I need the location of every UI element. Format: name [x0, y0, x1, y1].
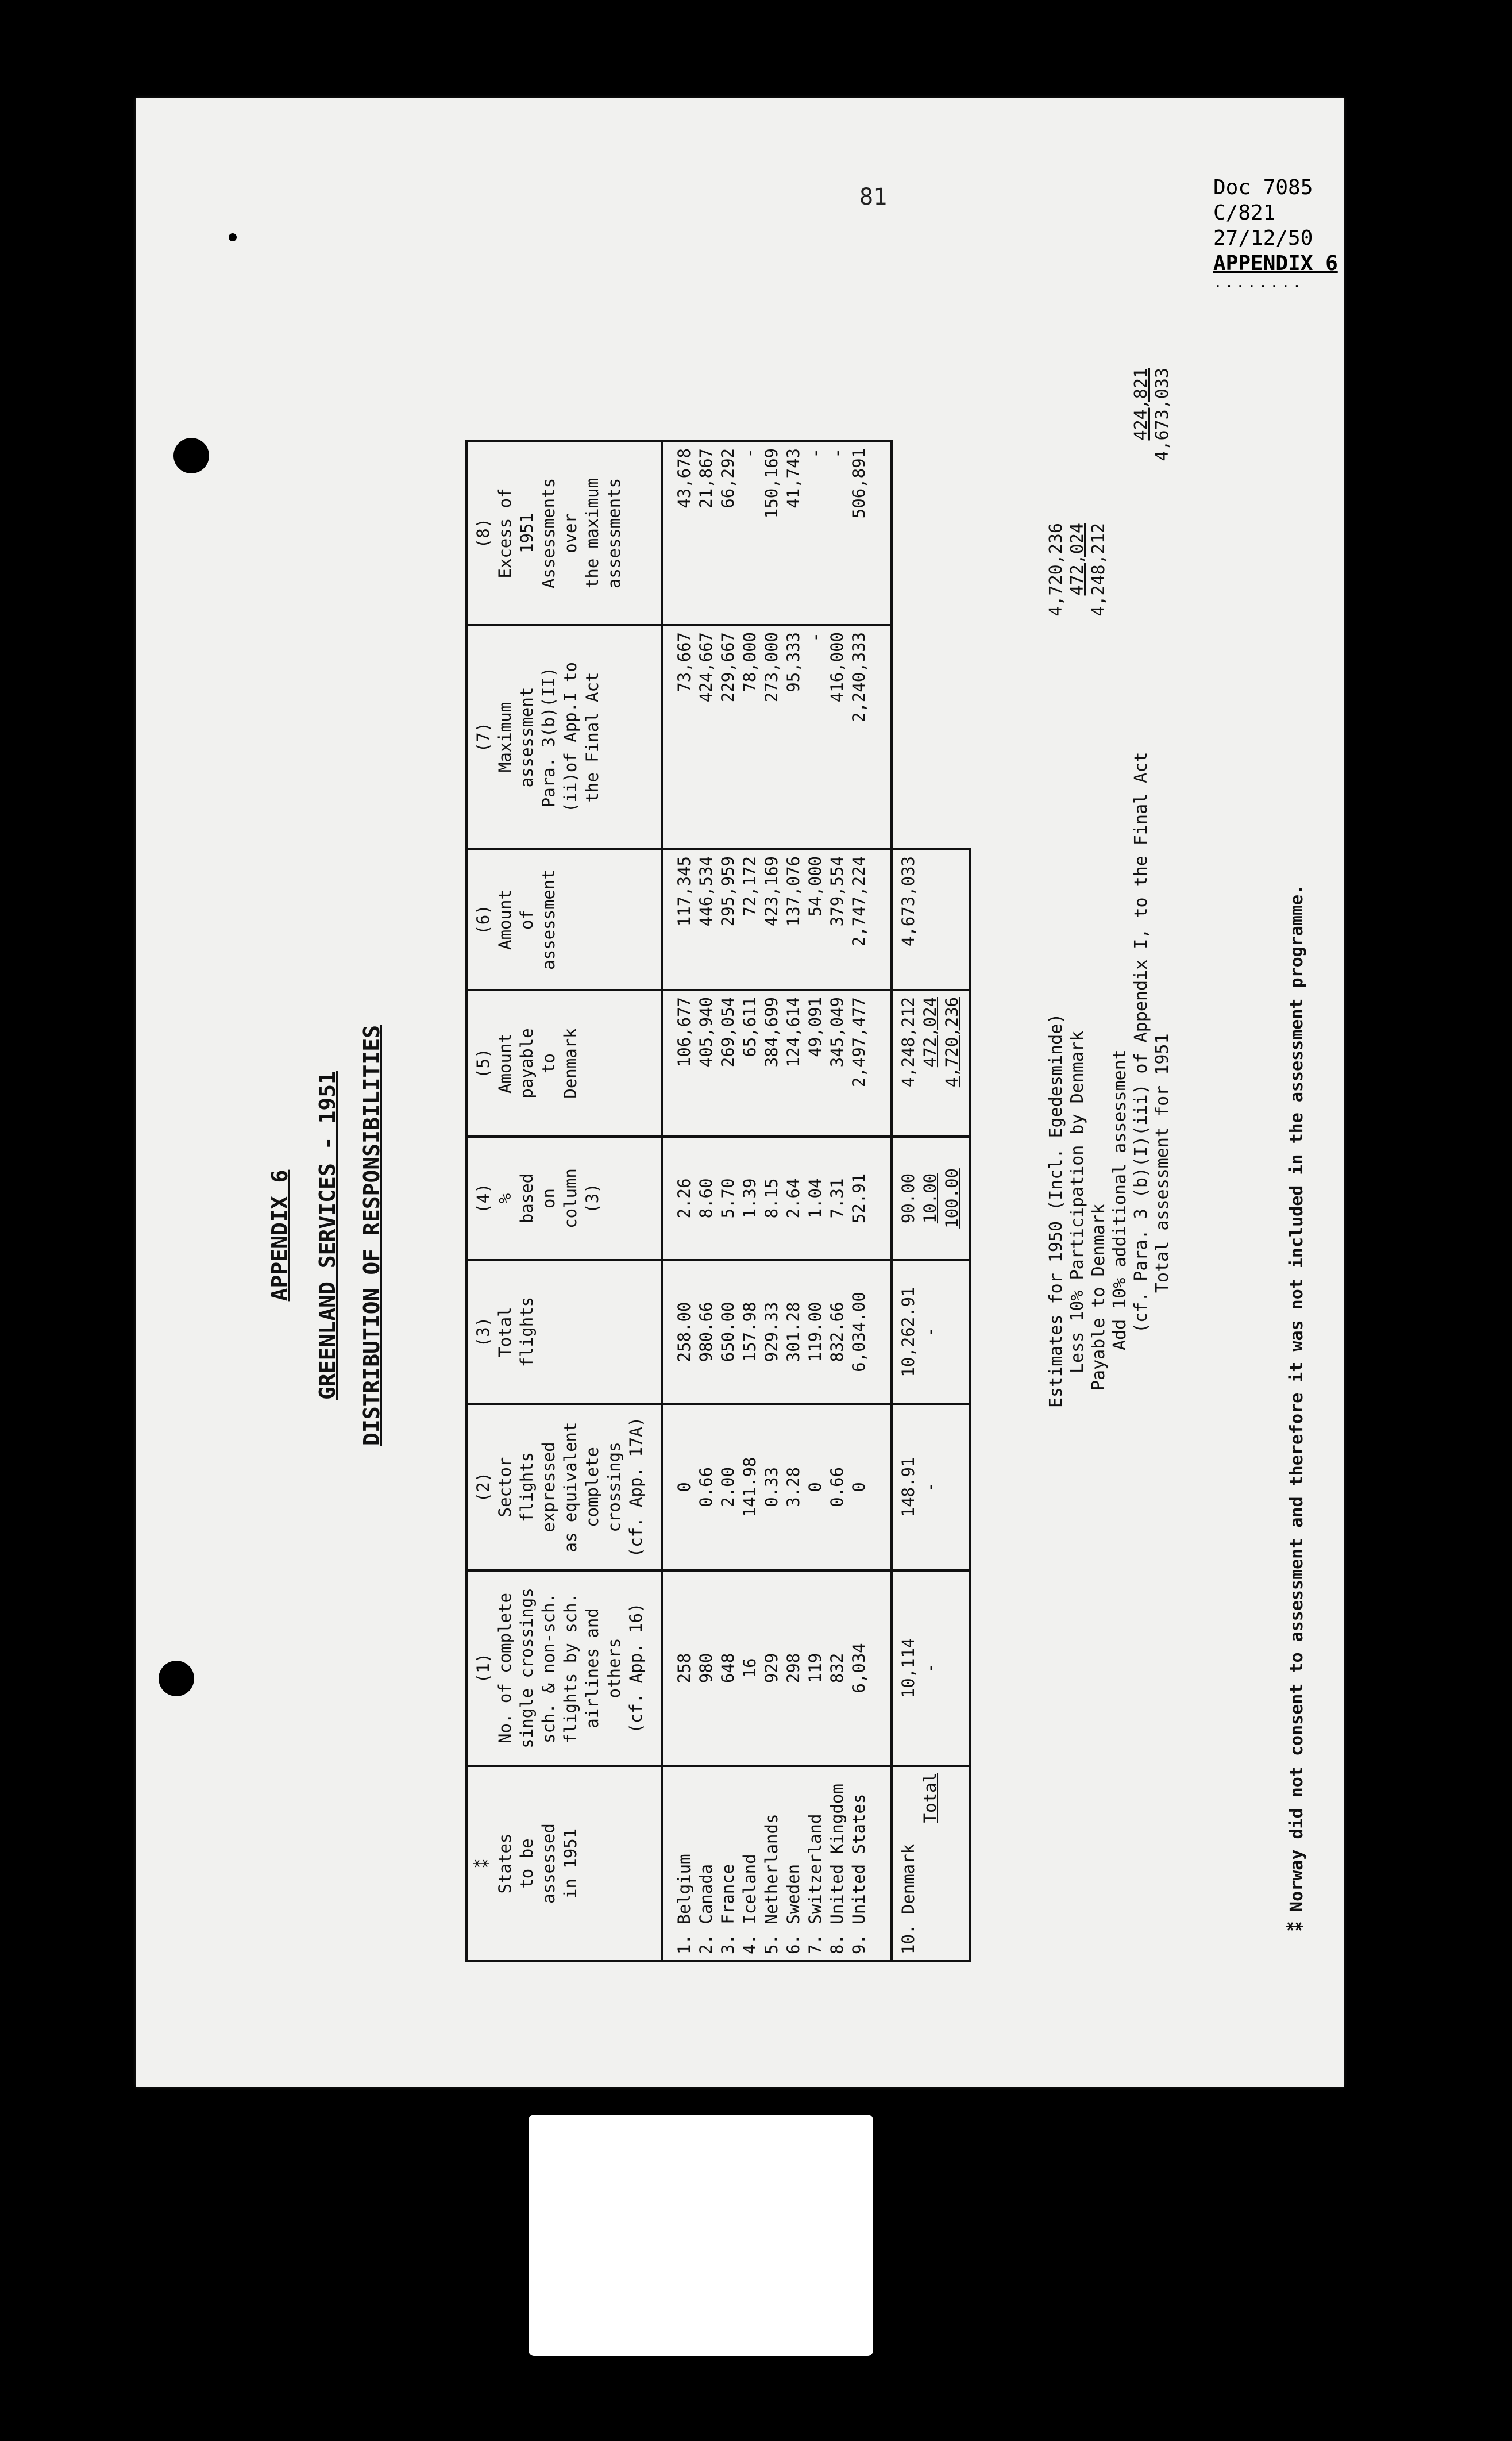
summary-amount: 472,024 [1067, 523, 1087, 596]
appendix-title: APPENDIX 6 [267, 1169, 292, 1302]
doc-date: 27/12/50 [1213, 226, 1313, 250]
percent-denmark: 10.00 [920, 1173, 940, 1224]
responsibilities-table [465, 440, 971, 1962]
table-header-row [466, 441, 662, 1961]
payable-subtotal: 4,248,212 [898, 997, 918, 1088]
column-header: (3) Total flights [466, 1260, 662, 1404]
assessment-list: 117,345 446,534 295,959 72,172 423,169 137,076 54,000 379,554 2,747,224 [662, 849, 892, 990]
total-percent [892, 1137, 970, 1260]
footnote: ⁑ Norway did not consent to assessment and therefore it was not included in the assessment programme. [1287, 884, 1307, 1931]
column-header: (6) Amount of assessment [466, 849, 662, 990]
ink-dot [229, 233, 237, 241]
page-number: 81 [859, 184, 888, 210]
doc-number: Doc 7085 [1213, 176, 1313, 199]
scan-label-card [529, 2115, 873, 2356]
rotated-content [218, 264, 1344, 1988]
column-header: ⁑ States to be assessed in 1951 [466, 1766, 662, 1961]
total-label: Total [920, 1773, 940, 1823]
denmark-label: 10. Denmark [898, 1843, 918, 1954]
crossings-list: 258 980 648 16 929 298 119 832 6,034 [662, 1570, 892, 1766]
punch-hole [159, 1661, 194, 1696]
totals-row [892, 441, 970, 1961]
column-header: (5) Amount payable to Denmark [466, 990, 662, 1137]
column-header: (2) Sector flights expressed as equivalent complete crossings (cf. App. 17A) [466, 1404, 662, 1570]
doc-code: C/821 [1213, 201, 1276, 225]
percent-subtotal: 90.00 [898, 1173, 918, 1224]
total-flights: 10,262.91 - [892, 1260, 970, 1404]
summary-label: Less 10% Participation by Denmark [1067, 1030, 1087, 1373]
percent-total: 100.00 [942, 1168, 962, 1229]
total-flights-list: 258.00 980.66 650.00 157.98 929.33 301.28 119.00 832.66 6,034.00 [662, 1260, 892, 1404]
table-body-row [662, 441, 892, 1961]
total-assessment: 4,673,033 [892, 849, 970, 990]
total-sector: 148.91 - [892, 1404, 970, 1570]
column-header: (7) Maximum assessment Para. 3(b)(II) (ii)of App.I to the Final Act [466, 625, 662, 849]
services-title: GREENLAND SERVICES - 1951 [315, 1071, 340, 1400]
column-header: (8) Excess of 1951 Assessments over the maximum assessments [466, 441, 662, 625]
column-header: (4) % based on column (3) [466, 1137, 662, 1260]
payable-list: 106,677 405,940 269,054 65,611 384,699 124,614 49,091 345,049 2,497,477 [662, 990, 892, 1137]
dotted-line: ........ [1213, 274, 1304, 291]
summary-label: Estimates for 1950 (Incl. Egedesminde) [1046, 1013, 1066, 1408]
punch-hole [173, 438, 209, 473]
maximum-list: 73,667 424,667 229,667 78,000 273,000 95,333 - 416,000 2,240,333 [662, 625, 892, 849]
percent-list: 2.26 8.60 5.70 1.39 8.15 2.64 1.04 7.31 52.91 [662, 1137, 892, 1260]
empty-cell [892, 441, 970, 625]
summary-label: Add 10% additional assessment [1110, 1049, 1130, 1350]
appendix-reference: APPENDIX 6 [1213, 252, 1338, 275]
summary-amount: 4,248,212 [1089, 523, 1109, 617]
summary-label: (cf. Para. 3 (b)(I)(iii) of Appendix I, to the Final Act [1131, 752, 1151, 1333]
summary-amount: 424,821 [1131, 368, 1151, 441]
total-payable [892, 990, 970, 1137]
totals-label [892, 1766, 970, 1961]
empty-cell [892, 625, 970, 849]
excess-list: 43,678 21,867 66,292 - 150,169 41,743 - - 506,891 [662, 441, 892, 625]
summary-amount: 4,673,033 [1152, 368, 1172, 461]
payable-total: 4,720,236 [942, 997, 962, 1088]
payable-denmark: 472,024 [920, 997, 940, 1068]
summary-label: Payable to Denmark [1089, 1203, 1109, 1391]
column-header: (1) No. of complete single crossings sch. & non-sch. flights by sch. airlines and others (cf. App. 16) [466, 1570, 662, 1766]
states-list: 1. Belgium 2. Canada 3. France 4. Iceland 5. Netherlands 6. Sweden 7. Switzerland 8. United Kingdom 9. United States [662, 1766, 892, 1961]
summary-label: Total assessment for 1951 [1152, 1033, 1172, 1293]
total-crossings: 10,114 - [892, 1570, 970, 1766]
sector-flights-list: 0 0.66 2.00 141.98 0.33 3.28 0 0.66 0 [662, 1404, 892, 1570]
summary-amount: 4,720,236 [1046, 523, 1066, 617]
distribution-title: DISTRIBUTION OF RESPONSIBILITIES [359, 1025, 384, 1446]
